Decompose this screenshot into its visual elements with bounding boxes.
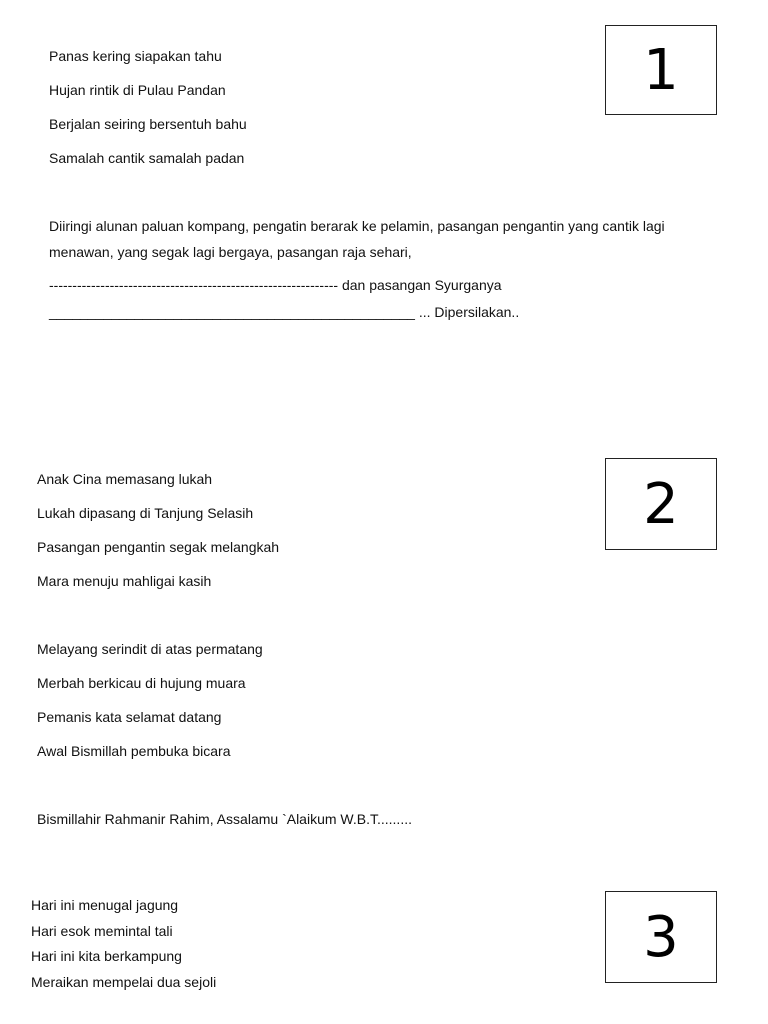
pantun-line: Samalah cantik samalah padan xyxy=(49,150,245,166)
section-number-box: 2 xyxy=(605,458,717,550)
pantun-line: Pemanis kata selamat datang xyxy=(37,709,222,725)
pantun-line: Pasangan pengantin segak melangkah xyxy=(37,539,280,555)
pantun-line: Panas kering siapakan tahu xyxy=(49,48,222,64)
pantun-line: Hari esok memintal tali xyxy=(31,923,173,939)
pantun-line: Awal Bismillah pembuka bicara xyxy=(37,743,231,759)
pantun-line: Meraikan mempelai dua sejoli xyxy=(31,974,217,990)
pantun-line: Anak Cina memasang lukah xyxy=(37,471,213,487)
pantun-line: Lukah dipasang di Tanjung Selasih xyxy=(37,505,254,521)
section-number-box: 1 xyxy=(605,25,717,115)
greeting-line: Bismillahir Rahmanir Rahim, Assalamu `Alaikum W.B.T......... xyxy=(37,811,412,827)
pantun-line: Hari ini kita berkampung xyxy=(31,948,182,964)
pantun-line: Merbah berkicau di hujung muara xyxy=(37,675,246,691)
pantun-line: Hari ini menugal jagung xyxy=(31,897,179,913)
pantun-line: Hujan rintik di Pulau Pandan xyxy=(49,82,226,98)
pantun-line: Mara menuju mahligai kasih xyxy=(37,573,212,589)
pantun-line: Melayang serindit di atas permatang xyxy=(37,641,263,657)
pantun-line: Berjalan seiring bersentuh bahu xyxy=(49,116,247,132)
intro-paragraph: Diiringi alunan paluan kompang, pengatin berarak ke pelamin, pasangan pengantin yang cantik lagi menawan, yang segak lagi bergaya, pasangan raja sehari, xyxy=(49,218,665,260)
section-number-box: 3 xyxy=(605,891,717,983)
name-blank-line: _______________________________________________ ... Dipersilakan.. xyxy=(49,304,520,320)
name-blank-line: -------------------------------------------------------------- dan pasangan Syurganya xyxy=(49,277,502,293)
